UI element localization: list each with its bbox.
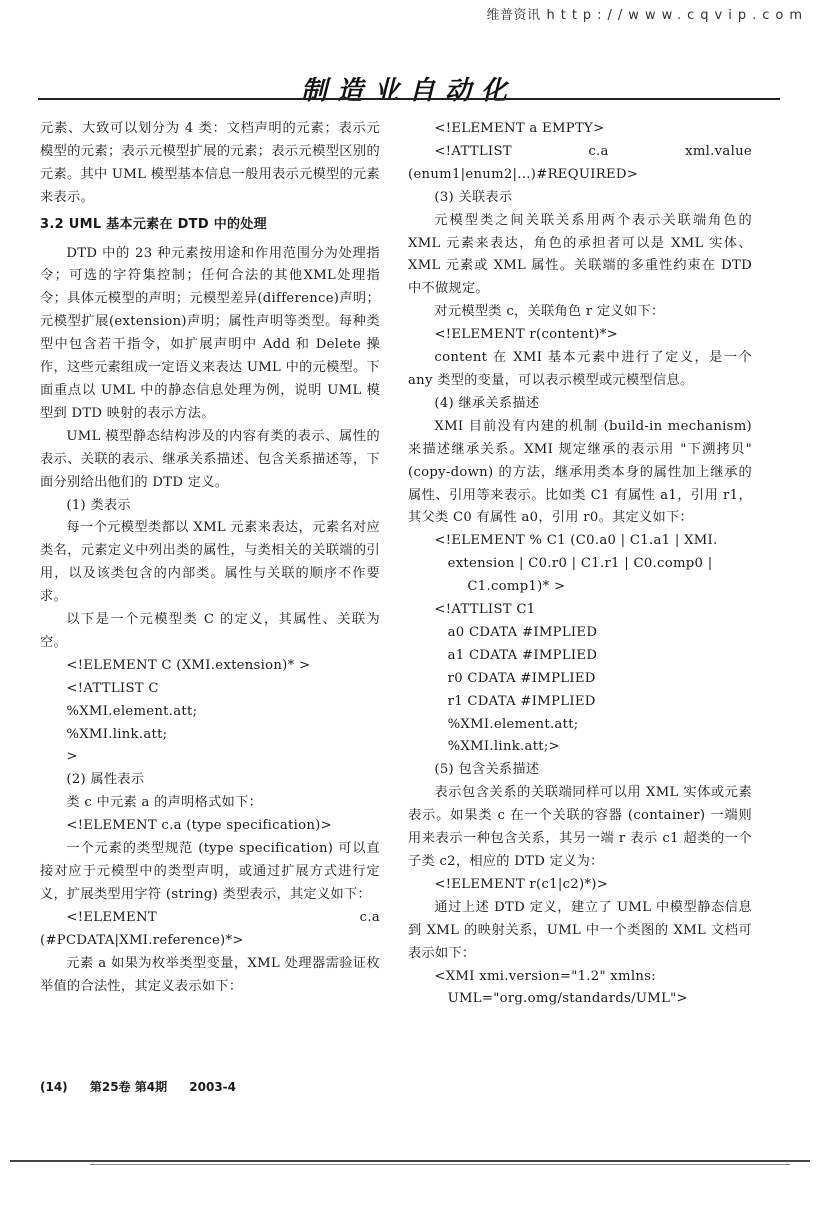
watermark-brand: 维普资讯 bbox=[486, 8, 541, 23]
paragraph: 对元模型类 c，关联角色 r 定义如下： bbox=[434, 304, 665, 320]
code-line: UML="org.omg/standards/UML"> bbox=[447, 991, 688, 1007]
code-line: C1.comp1)* > bbox=[467, 579, 566, 595]
footer-rule bbox=[10, 1160, 810, 1162]
section-heading: (3) 关联表示 bbox=[434, 189, 513, 205]
code-line: <!ELEMENT c.a (#PCDATA|XMI.reference)*> bbox=[40, 909, 380, 948]
code-line: %XMI.link.att;> bbox=[447, 739, 560, 755]
section-heading: 3.2 UML 基本元素在 DTD 中的处理 bbox=[40, 216, 267, 232]
right-column bbox=[408, 118, 752, 1011]
code-line: <!ELEMENT a EMPTY> bbox=[434, 121, 605, 136]
paragraph: 表示包含关系的关联端同样可以用 XML 实体或元素表示。如果类 c 在一个关联的容器 (container) 一端则用来表示一种包含关系，其另一端 r 表示 c1 超类的一个子类 c2，相应的 DTD 定义为： bbox=[408, 785, 752, 869]
code-line: <!ATTLIST C bbox=[66, 680, 159, 696]
page-number: (14) bbox=[40, 1080, 68, 1094]
code-line: a0 CDATA #IMPLIED bbox=[447, 624, 598, 640]
paragraph: 类 c 中元素 a 的声明格式如下： bbox=[66, 795, 263, 811]
journal-title: 制造业自动化 bbox=[300, 76, 517, 106]
code-line: r1 CDATA #IMPLIED bbox=[447, 693, 596, 709]
code-line: <!ELEMENT % C1 (C0.a0 | C1.a1 | XMI. bbox=[434, 533, 718, 549]
paragraph: content 在 XMI 基本元素中进行了定义，是一个 any 类型的变量，可以表示模型或元模型信息。 bbox=[408, 350, 752, 388]
paragraph: 元素 a 如果为枚举类型变量，XML 处理器需验证枚举值的合法性，其定义表示如下： bbox=[40, 955, 380, 994]
paragraph: 每一个元模型类都以 XML 元素来表达，元素名对应类名，元素定义中列出类的属性，与类相关的关联端的引用，以及该类包含的内部类。属性与关联的顺序不作要求。 bbox=[40, 520, 380, 605]
paragraph: XMI 目前没有内建的机制 (build-in mechanism) 来描述继承关系。XMI 规定继承的表示用 "下溯拷贝" (copy-down) 的方法，继承用类本身的属性加上继承的属性、引用等来表示。比如类 C1 有属性 a1，引用 r1，其父类 C0 有属性 a0，引用 r0。其定义如下： bbox=[408, 418, 752, 526]
volume-issue: 第25卷 第4期 bbox=[89, 1080, 168, 1094]
paragraph: 一个元素的类型规范 (type specification) 可以直接对应于元模型中的类型声明，或通过扩展方式进行定义，扩展类型用字符 (string) 类型表示，其定义如下： bbox=[40, 841, 380, 902]
code-line: <!ATTLIST C1 bbox=[434, 602, 536, 618]
paragraph: 通过上述 DTD 定义，建立了 UML 中模型静态信息到 XML 的映射关系，UML 中一个类图的 XML 文档可表示如下： bbox=[408, 899, 752, 961]
header-rule bbox=[38, 98, 780, 100]
watermark-url: http://www.cqvip.com bbox=[546, 8, 808, 23]
code-line: r0 CDATA #IMPLIED bbox=[447, 670, 596, 686]
code-line: <!ATTLIST c.a xml.value (enum1|enum2|...)#REQUIRED> bbox=[408, 143, 752, 182]
paragraph: 元模型类之间关联关系用两个表示关联端角色的 XML 元素来表达，角色的承担者可以是 XML 实体、XML 元素或 XML 属性。关联端的多重性约束在 DTD 中不做规定。 bbox=[408, 212, 752, 297]
paragraph: DTD 中的 23 种元素按用途和作用范围分为处理指令；可选的字符集控制；任何合法的其他XML处理指令；具体元模型的声明；元模型差异(difference)声明；元模型扩展(extension)声明；属性声明等类型。每种类型中包含若干指令，如扩展声明中 Add 和 Delete 操作，这些元素组成一定语义来表达 UML 中的元模型。下面重点以 UML 中的静态信息处理为例，说明 UML 模型到 DTD 映射的表示方法。 bbox=[40, 245, 380, 421]
issue-date: 2003-4 bbox=[189, 1080, 237, 1094]
code-line: %XMI.element.att; bbox=[66, 703, 198, 719]
code-line: %XMI.link.att; bbox=[66, 726, 168, 742]
footer-rule-thin bbox=[90, 1164, 790, 1165]
code-line: a1 CDATA #IMPLIED bbox=[447, 647, 598, 663]
page-footer bbox=[40, 1078, 254, 1095]
left-column bbox=[40, 118, 380, 998]
code-line: > bbox=[66, 749, 78, 765]
code-line: <XMI xmi.version="1.2" xmlns: bbox=[434, 968, 656, 984]
section-heading: (4) 继承关系描述 bbox=[434, 395, 540, 411]
code-line: <!ELEMENT c.a (type specification)> bbox=[66, 818, 332, 834]
code-line: %XMI.element.att; bbox=[447, 716, 579, 732]
code-line: <!ELEMENT r(content)*> bbox=[434, 327, 618, 343]
watermark bbox=[486, 4, 808, 23]
code-line: <!ELEMENT C (XMI.extension)* > bbox=[66, 657, 311, 673]
paragraph: UML 模型静态结构涉及的内容有类的表示、属性的表示、关联的表示、继承关系描述、包含关系描述等，下面分别给出他们的 DTD 定义。 bbox=[40, 428, 380, 490]
code-line: extension | C0.r0 | C1.r1 | C0.comp0 | bbox=[447, 556, 713, 572]
paragraph: 以下是一个元模型类 C 的定义，其属性、关联为空。 bbox=[40, 612, 380, 650]
code-line: <!ELEMENT r(c1|c2)*)> bbox=[434, 876, 609, 892]
section-heading: (1) 类表示 bbox=[66, 497, 131, 513]
section-heading: (2) 属性表示 bbox=[66, 772, 145, 788]
section-heading: (5) 包含关系描述 bbox=[434, 762, 540, 778]
paragraph: 元素、大致可以划分为 4 类：文档声明的元素；表示元模型的元素；表示元模型扩展的元素；表示元模型区别的元素。其中 UML 模型基本信息一般用表示元模型的元素来表示。 bbox=[40, 121, 380, 205]
